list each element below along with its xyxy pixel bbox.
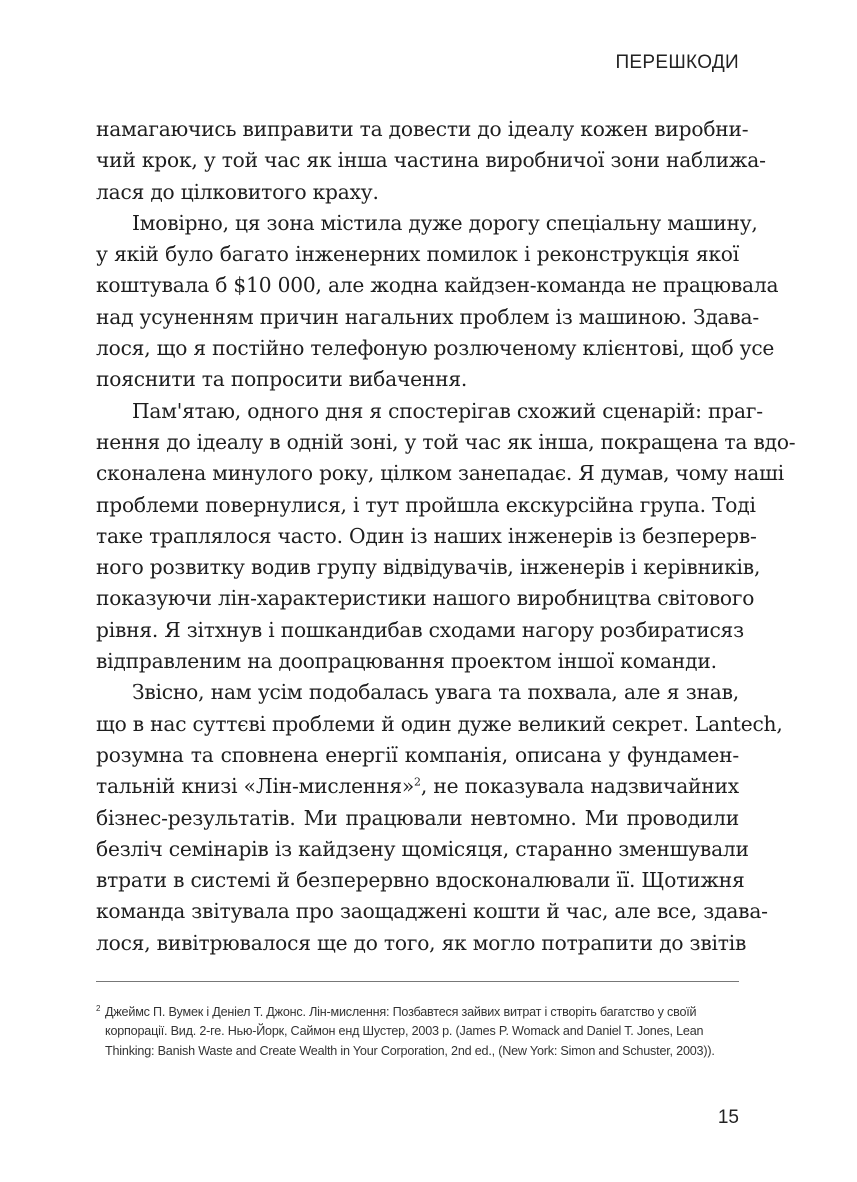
text-line: рівня. Я зітхнув і пошкандибав сходами нагору розбиратисяз: [96, 617, 744, 642]
text-line: сконалена минулого року, цілком занепадає. Я думав, чому наші: [96, 461, 784, 486]
text-line: нення до ідеалу в одній зоні, у той час як інша, покращена та вдо-: [96, 429, 796, 454]
text-line: команда звітувала про заощаджені кошти й час, але все, здава-: [96, 899, 768, 924]
body-text: [96, 114, 796, 959]
text-line: лася до цілковитого краху.: [96, 179, 379, 204]
text-line: лося, що я постійно телефоную розлюченому клієнтові, щоб усе: [96, 336, 775, 361]
footnote-text: Джеймс П. Вумек і Деніел Т. Джонс. Лін-мислення: Позбавтеся зайвих витрат і створіть багатство у своїй: [105, 1005, 697, 1019]
text-line: безліч семінарів із кайдзену щомісяця, старанно зменшували: [96, 836, 749, 861]
footnote-divider: [96, 981, 739, 982]
text-line: чий крок, у той час як інша частина виробничої зони наближа-: [96, 148, 766, 173]
text-line: розумна та сповнена енергії компанія, описана у фундамен-: [96, 742, 739, 767]
text-line: відправленим на доопрацювання проектом іншої команди.: [96, 649, 717, 674]
text-line: Імовірно, ця зона містила дуже дорогу спеціальну машину,: [132, 210, 758, 235]
text-line: ного розвитку водив групу відвідувачів, інженерів і керівників,: [96, 555, 761, 580]
footnote: [96, 999, 739, 1061]
text-line: лося, вивітрювалося ще до того, як могло потрапити до звітів: [96, 930, 747, 955]
text-line-with-footnote-ref: [96, 771, 739, 802]
text-fragment: , не показувала надзвичайних: [420, 774, 739, 799]
text-line: коштувала б $10 000, але жодна кайдзен-команда не працювала: [96, 273, 779, 298]
text-line: над усуненням причин нагальних проблем із машиною. Здава-: [96, 304, 760, 329]
footnote-line: [96, 999, 739, 1022]
text-line: проблеми повернулися, і тут пройшла екскурсійна група. Тоді: [96, 492, 756, 517]
running-header: ПЕРЕШКОДИ: [615, 52, 739, 73]
footnote-line: корпорації. Вид. 2-ге. Нью-Йорк, Саймон енд Шустер, 2003 р. (James P. Womack and Daniel T. Jones, Lean: [105, 1024, 704, 1039]
text-line: Пам'ятаю, одного дня я спостерігав схожий сценарій: праг-: [132, 398, 763, 423]
footnote-ref[interactable]: 2: [414, 775, 421, 789]
text-line: бізнес-результатів. Ми працювали невтомно. Ми проводили: [96, 805, 739, 830]
text-line: що в нас суттєві проблеми й один дуже великий секрет. Lantech,: [96, 711, 783, 736]
text-line: Звісно, нам усім подобалась увага та похвала, але я знав,: [132, 680, 739, 705]
text-line: пояснити та попросити вибачення.: [96, 367, 468, 392]
text-line: намагаючись виправити та довести до ідеалу кожен виробни-: [96, 117, 749, 141]
text-fragment: тальній книзі «Лін-мислення»: [96, 774, 415, 799]
text-line: втрати в системі й безперервно вдосконалювали її. Щотижня: [96, 868, 745, 893]
text-line: показуючи лін-характеристики нашого виробництва світового: [96, 586, 755, 611]
footnote-line: Thinking: Banish Waste and Create Wealth in Your Corporation, 2nd ed., (New York: Simon and Schuster, 2003)).: [105, 1043, 715, 1058]
footnote-mark: 2: [96, 1004, 101, 1013]
text-line: у якій було багато інженерних помилок і реконструкція якої: [96, 242, 739, 267]
text-line: таке траплялося часто. Один із наших інженерів із безперерв-: [96, 523, 757, 548]
page-number: 15: [717, 1107, 739, 1128]
